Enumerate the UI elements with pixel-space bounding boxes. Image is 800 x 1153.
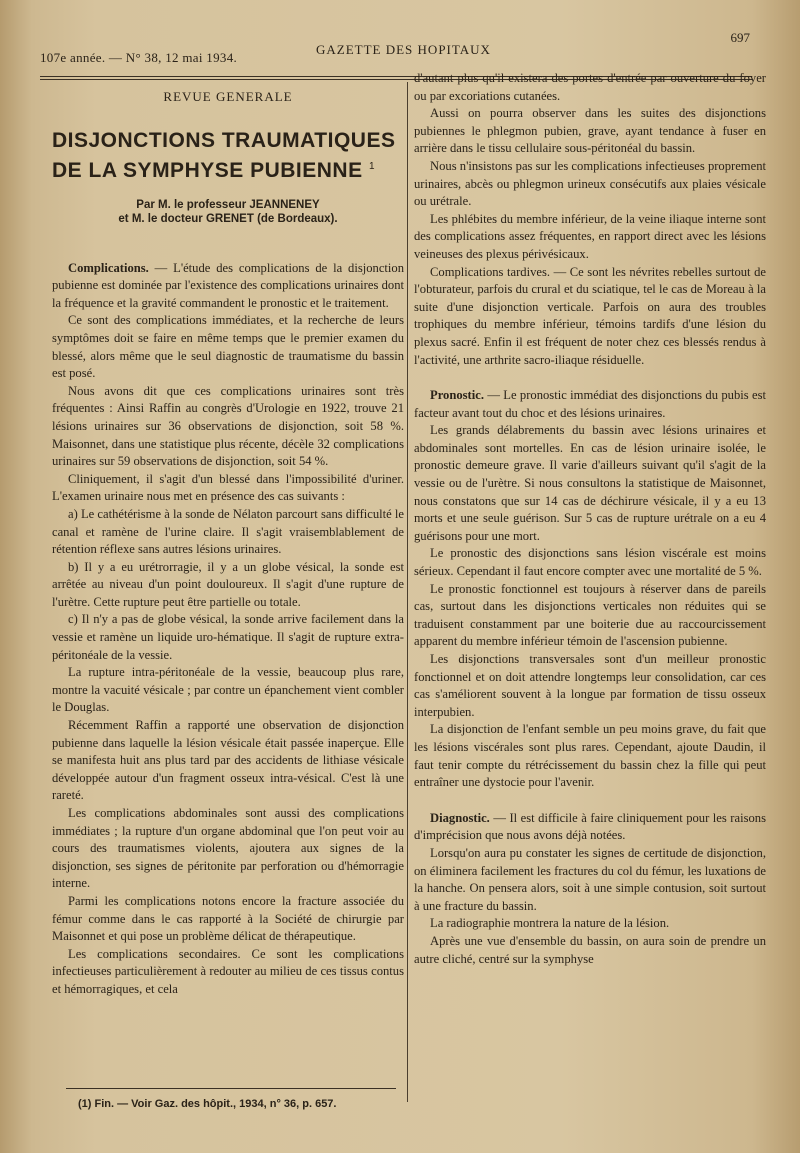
column-divider [407,82,408,1102]
paragraph: Le pronostic des disjonctions sans lésion viscérale est moins sérieux. Cependant il faut encore compter avec une mortalité de 5 %. [414,546,766,579]
paragraph: b) Il y a eu urétrorragie, il y a un globe vésical, la sonde est arrêtée au niveau d'un point douloureux. Il s'agit d'une rupture de l'urètre. Cette rupture peut être partielle ou totale. [52,559,404,609]
run-in-heading: Diagnostic. [430,810,490,825]
footnote-rule [66,1088,396,1089]
paragraph: Cliniquement, il s'agit d'un blessé dans l'impossibilité d'uriner. L'examen urinaire nous met en présence des cas suivants : [52,471,404,504]
paragraph: Ce sont des complications immédiates, et la recherche de leurs symptômes doit se faire en même temps que le premier examen du blessé, alors même que le seul diagnostic de traumatisme du bassin est posé. [52,313,404,381]
paragraph: a) Le cathétérisme à la sonde de Nélaton parcourt sans difficulté le canal et ramène de l'urine claire. Il s'agit vraisemblablement de rétention réflexe sans autres lésions urinaires. [52,506,404,557]
paragraph: Lorsqu'on aura pu constater les signes de certitude de disjonction, on éliminera facilement les fractures du col du fémur, les luxations de la hanche. On pensera alors, soit à une simple contusion, soit surtout à une fracture du bassin. [414,845,766,913]
section-heading: REVUE GENERALE [163,89,293,104]
footnote-marker: 1 [368,160,376,172]
paragraph: Diagnostic. — Il est difficile à faire cliniquement pour les raisons d'imprécision que nous avons déjà notées. [414,810,766,843]
left-column [52,88,404,999]
authors-line-1: Par M. le professeur JEANNENEY [136,198,320,211]
paragraph: Les complications abdominales sont aussi des complications immédiates ; la rupture d'un organe abdominal que l'on peut voir au cours des traumatismes violents, ajoutera aux signes de la disjonction, ses signes de péritonite par perforation ou d'hémorragie interne. [52,806,404,891]
paragraph: c) Il n'y a pas de globe vésical, la sonde arrive facilement dans la vessie et ramène un liquide uro-hématique. Il s'agit de rupture extra-péritonéale de la vessie. [52,612,404,662]
paragraph: Récemment Raffin a rapporté une observation de disjonction pubienne dans laquelle la lésion vésicale était passée inaperçue. Elle se manifesta huit ans plus tard par des accidents de lithiase vésicale développée autour d'un fragment osseux intra-vésical. C'est là une rareté. [52,718,404,803]
paragraph: Les complications secondaires. Ce sont les complications infectieuses particulièrement à redouter au milieu de ces tissus contus et hémorragiques, et cela [52,946,404,996]
run-in-heading: Pronostic. [430,388,484,403]
paragraph: Nous n'insistons pas sur les complications infectieuses proprement urinaires, abcès ou phlegmon urineux consécutifs aux plaies vésicale ou urétrale. [414,158,766,209]
paragraph: La radiographie montrera la nature de la lésion. [430,916,670,931]
paragraph: Parmi les complications notons encore la fracture associée du fémur comme dans le cas rapporté à la Société de chirurgie par Maisonnet et qui pose un problème délicat de thérapeutique. [52,893,404,944]
paragraph: d'autant plus qu'il existera des portes d'entrée par ouverture du foyer ou par excoriations cutanées. [414,71,766,103]
paragraph: Aussi on pourra observer dans les suites des disjonctions pubiennes le phlegmon pubien, grave, ayant tendance à fuser en arrière dans le tissu cellulaire sous-péritonéal du bassin. [414,106,766,156]
paragraph: Les phlébites du membre inférieur, de la veine iliaque interne sont des complications assez fréquentes, en rapport direct avec les lésions veineuses des plexus périvésicaux. [414,211,766,261]
paragraph: Pronostic. — Le pronostic immédiat des disjonctions du pubis est facteur avant tout du choc et des lésions urinaires. [414,388,766,420]
paragraph: Nous avons dit que ces complications urinaires sont très fréquentes : Ainsi Raffin au congrès d'Urologie en 1922, trouve 21 lésions urinaires sur 36 observations de disjonction, soit 58 %. Maisonnet, dans une statistique plus récente, décèle 32 complications urinaires sur 59 observations de disjonction, soit 54 %. [52,383,404,469]
paragraph: La rupture intra-péritonéale de la vessie, beaucoup plus rare, montre la vacuité vésicale ; par contre un épanchement vient combler le Douglas. [52,665,404,715]
authors-line-2: et M. le docteur GRENET (de Bordeaux). [118,212,338,225]
article-title [52,128,404,184]
paragraph: La disjonction de l'enfant semble un peu moins grave, du fait que les lésions viscérales sont plus rares. Cependant, ajoute Daudin, il faut tenir compte du rétrécissement du bassin chez la fille qui peut entraîner une dystocie pour l'avenir. [414,722,766,790]
right-column [414,70,766,968]
paragraph: Complications tardives. — Ce sont les névrites rebelles surtout de l'obturateur, parfois du crural et du sciatique, tel le cas de Moreau à la suite d'une disjonction verticale. Parfois on aura des troubles trophiques du membre inférieur, témoins tardifs d'une lésion du plexus sacré. Enfin il est fréquent de noter chez ces blessés rendus à l'activité, une arthrite sacro-iliaque résiduelle. [414,264,766,367]
paragraph: Le pronostic fonctionnel est toujours à réserver dans de pareils cas, surtout dans les disjonctions verticales non réduites qui se traduisent constamment par une boiterie due au raccourcissement apparent du membre inférieur témoin de l'ascension pubienne. [414,581,766,649]
run-in-heading: Complications. [68,260,149,275]
paragraph: Complications. — L'étude des complications de la disjonction pubienne est dominée par l'existence des complications urinaires dont la fréquence et la gravité commandent le pronostic et le traitement. [52,260,404,310]
title-line-1: DISJONCTIONS TRAUMATIQUES [52,128,396,152]
paragraph: Les grands délabrements du bassin avec lésions urinaires et abdominales sont mortelles. En cas de lésion urinaire isolée, le pronostic demeure grave. Il varie d'ailleurs suivant qu'il s'agit de la vessie ou de l'urètre. Si nous consultons la statistique de Maisonnet, nous constatons que sur 14 cas de déchirure vésicale, il y a eu 13 morts et une seule guérison. Sur 5 cas de rupture urétrale on a eu 4 guérisons pour une mort. [414,423,766,543]
footnote: (1) Fin. — Voir Gaz. des hôpit., 1934, n° 36, p. 657. [78,1098,337,1110]
title-line-2: DE LA SYMPHYSE PUBIENNE [52,158,363,182]
page-header [40,30,750,75]
paragraph: Après une vue d'ensemble du bassin, on aura soin de prendre un autre cliché, centré sur la symphyse [414,933,766,966]
issue-info: 107e année. — N° 38, 12 mai 1934. [40,50,238,65]
paragraph: Les disjonctions transversales sont d'un meilleur pronostic fonctionnel et on doit attendre longtemps leur consolidation, car ces cas s'améliorent souvent à la longue par formation de tissu osseux interpubien. [414,652,766,719]
page-number: 697 [730,30,750,45]
publication-name: GAZETTE DES HOPITAUX [316,42,491,57]
article-authors [52,198,404,226]
